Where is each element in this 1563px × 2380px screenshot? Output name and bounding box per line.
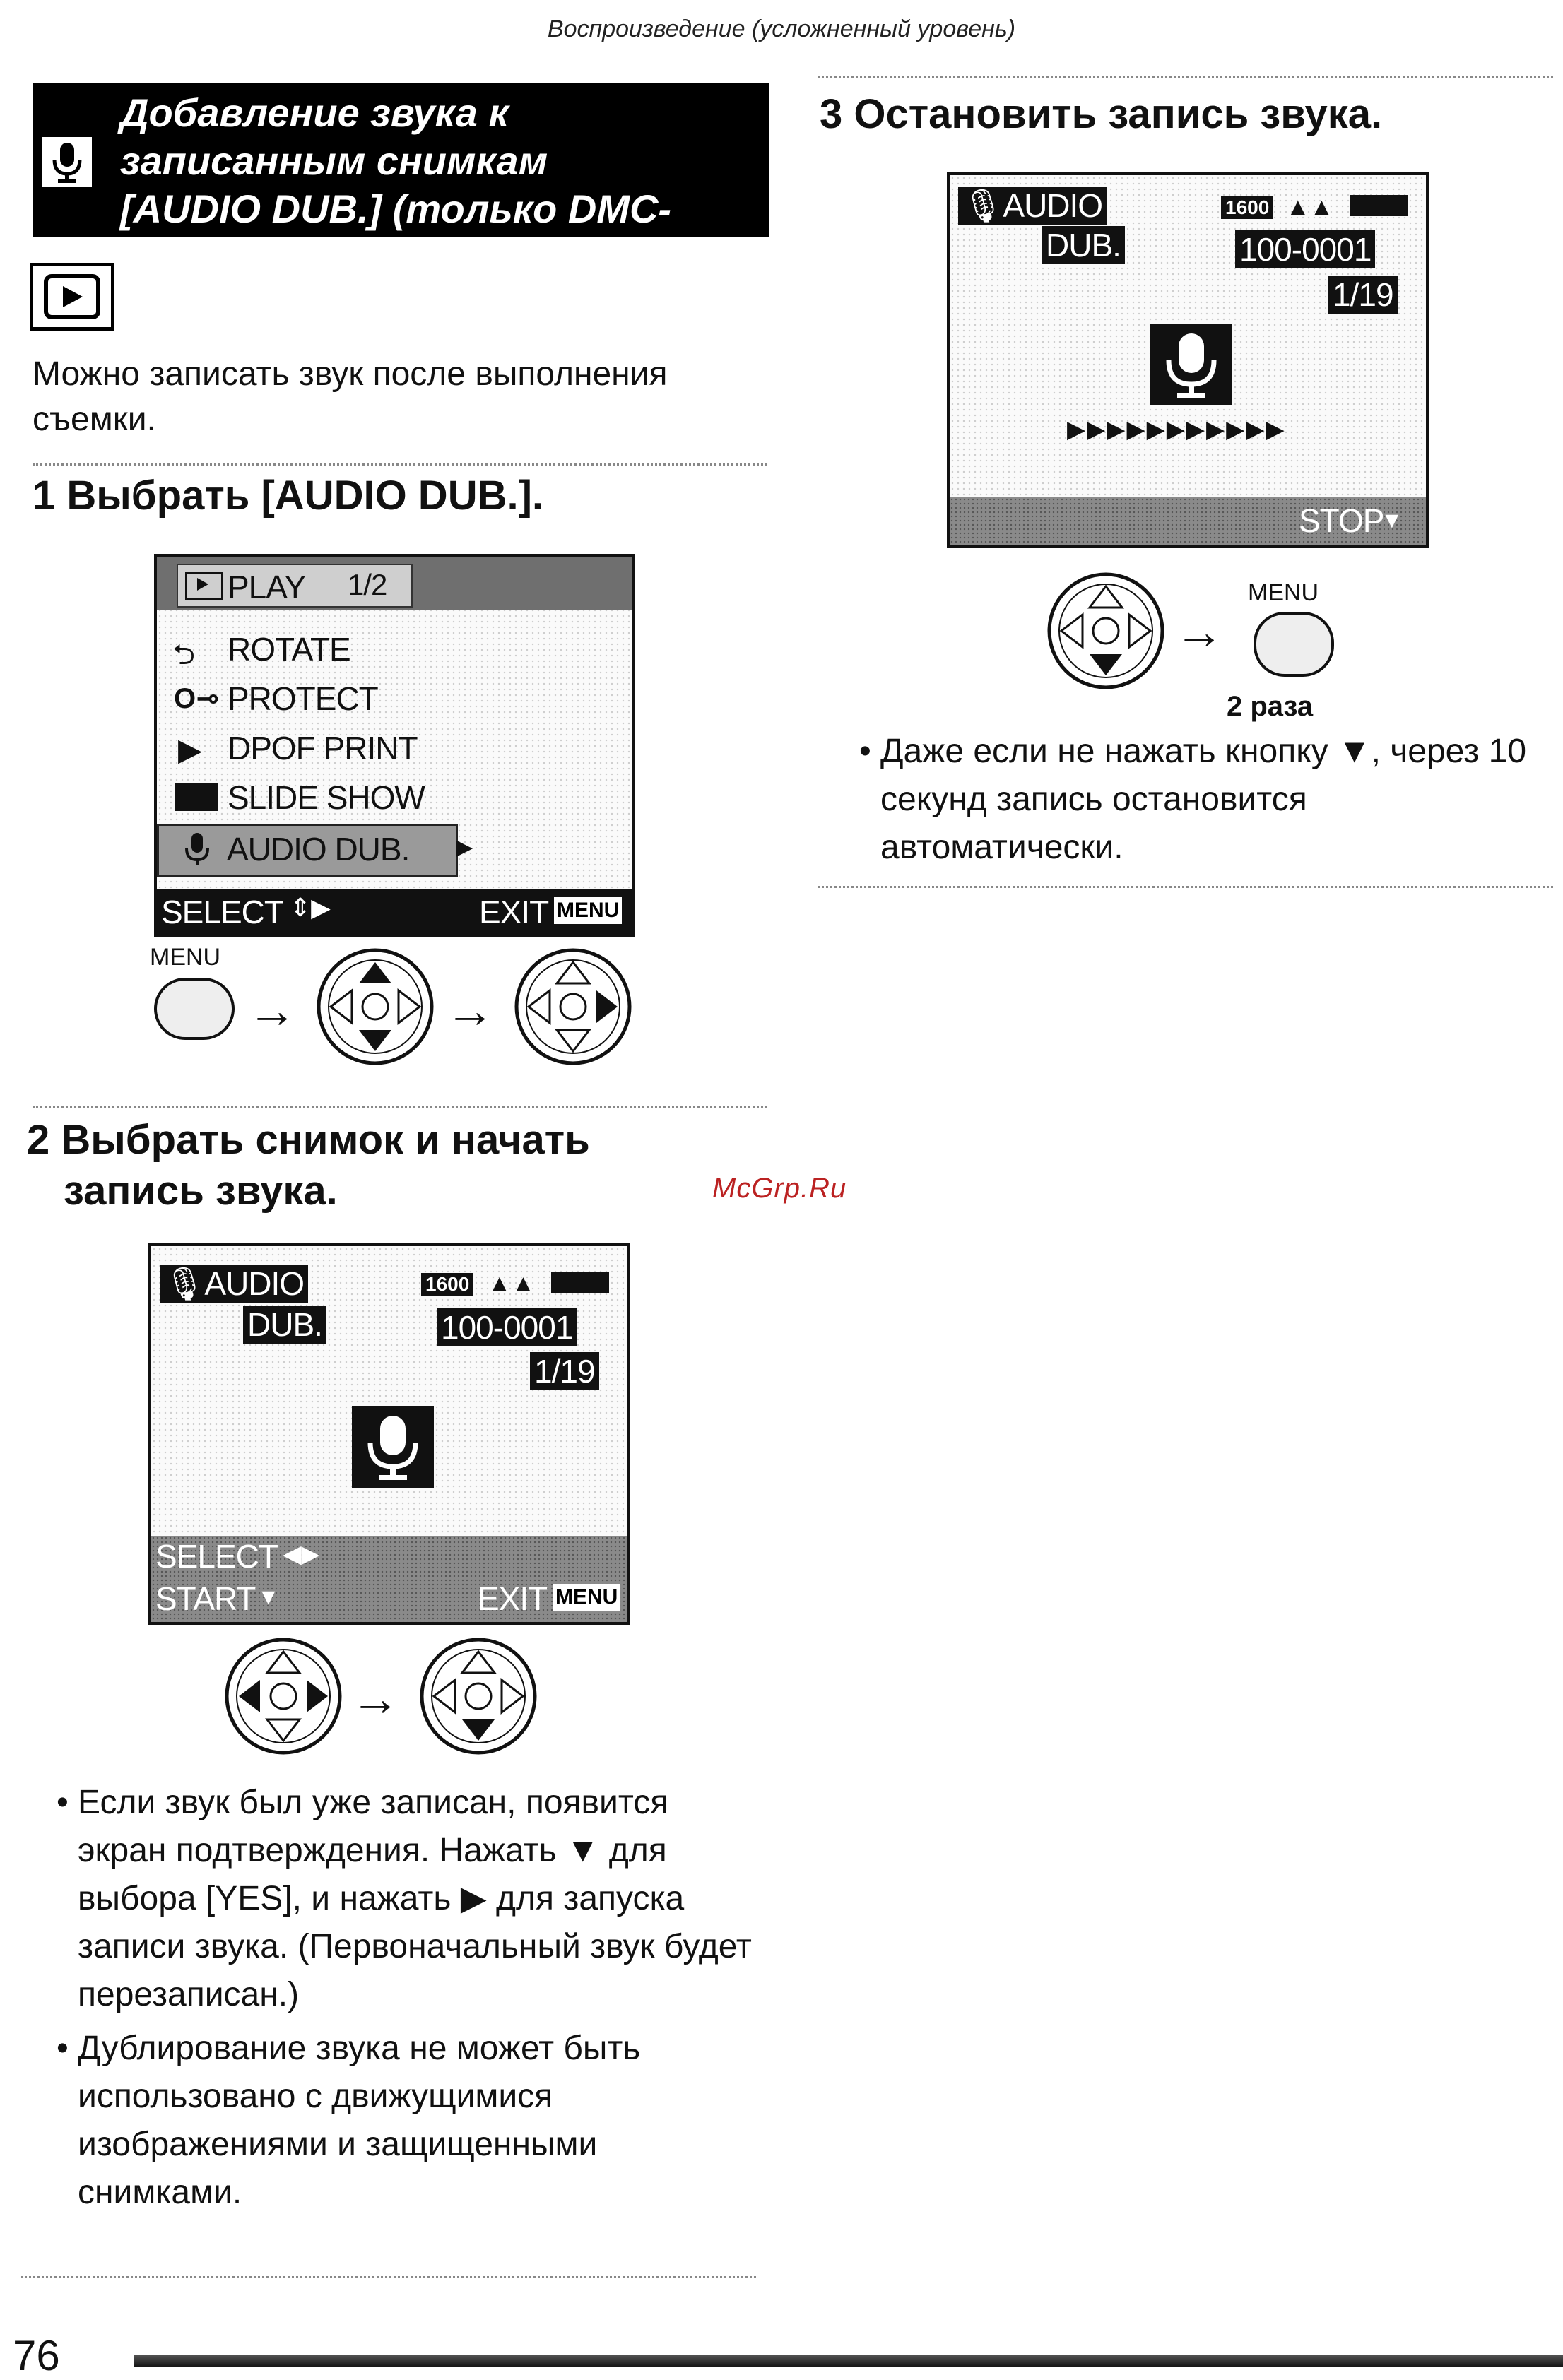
footer-start: START xyxy=(155,1580,256,1617)
title-line: записанным снимкам xyxy=(120,138,548,183)
menu-item-label: AUDIO DUB. xyxy=(227,831,410,868)
divider xyxy=(818,886,1553,888)
footer-select: SELECT xyxy=(155,1538,278,1575)
step-text: Остановить запись звука. xyxy=(854,91,1383,137)
note-text: Если звук был уже записан, появится экран подтверждения. Нажать ▼ для выбора [YES], и нажать ▶ для запуска записи звука. (Первоначальный звук будет перезаписан.) xyxy=(78,1784,752,2013)
submenu-arrow-icon: ▶ xyxy=(456,836,473,859)
note-item: • Даже если не нажать кнопку ▼, через 10 секунд запись остановится автоматически. xyxy=(859,733,1527,866)
menu-footer xyxy=(157,889,632,934)
mode-label: 🎙AUDIO xyxy=(160,1265,308,1303)
dpad-down[interactable] xyxy=(1046,571,1166,694)
mode-line: AUDIO xyxy=(1003,187,1103,224)
recording-progress: ▶▶▶▶▶▶▶▶▶▶▶ xyxy=(1067,416,1286,443)
image-count: 1/19 xyxy=(1328,276,1398,314)
page-number: 76 xyxy=(13,2332,60,2379)
menu-item-rotate[interactable] xyxy=(172,630,568,670)
folder-number: 100-0001 xyxy=(1235,230,1375,268)
down-arrow-icon: ▼ xyxy=(257,1584,280,1609)
dpad-up-down[interactable] xyxy=(315,947,435,1070)
menu-item-slide-show[interactable] xyxy=(172,778,568,818)
step-number: 1 xyxy=(33,473,56,519)
page-header: Воспроизведение (усложненный уровень) xyxy=(547,16,1016,42)
title-line: Добавление звука к xyxy=(120,90,509,135)
title-line: [AUDIO DUB.] (только DMC-FX7) xyxy=(120,187,672,279)
battery-icon xyxy=(551,1272,609,1293)
step-1-heading xyxy=(33,470,543,521)
microphone-icon xyxy=(183,831,211,872)
section-title-box xyxy=(33,83,769,279)
quality-icon: ▲▲ xyxy=(1286,194,1334,220)
arrow-icon: → xyxy=(247,983,297,1038)
arrow-icon: → xyxy=(350,1671,400,1726)
screen-footer xyxy=(151,1536,627,1622)
press-count: 2 раза xyxy=(1227,691,1314,722)
note-text: Дублирование звука не может быть использовано с движущимися изображениями и защищенными снимками. xyxy=(78,2030,641,2211)
step-2-notes xyxy=(57,1779,763,2217)
note-text: Даже если не нажать кнопку ▼, через 10 секунд запись остановится автоматически. xyxy=(880,733,1527,866)
divider xyxy=(21,2276,756,2278)
footer-stop: STOP xyxy=(1299,502,1384,539)
intro-text: Можно записать звук после выполнения съемки. xyxy=(33,355,668,438)
section-title xyxy=(120,89,756,281)
image-count: 1/19 xyxy=(530,1352,599,1390)
footer-bar xyxy=(134,2355,1563,2367)
step-text: Выбрать [AUDIO DUB.]. xyxy=(66,473,544,519)
menu-button[interactable] xyxy=(1254,612,1334,677)
menu-item-label: PROTECT xyxy=(228,680,378,717)
mode-label: 🎙AUDIO xyxy=(958,187,1107,225)
resolution: 1600 xyxy=(421,1273,473,1296)
menu-badge: MENU xyxy=(554,897,622,924)
note-item: • Если звук был уже записан, появится экран подтверждения. Нажать ▼ для выбора [YES], и нажать ▶ для запуска записи звука. (Первоначальный звук будет перезаписан.) xyxy=(57,1784,752,2013)
watermark: McGrp.Ru xyxy=(712,1173,847,1204)
slideshow-icon xyxy=(175,783,218,811)
menu-button-label: MENU xyxy=(150,944,221,971)
menu-item-label: SLIDE SHOW xyxy=(228,779,425,816)
screen-footer xyxy=(950,497,1426,545)
key-icon: O⊸ xyxy=(174,683,220,714)
camera-menu-screen xyxy=(154,554,635,937)
footer-exit: EXIT xyxy=(479,894,549,930)
select-arrows-icon: ⇕▶ xyxy=(290,893,331,922)
step-number: 3 xyxy=(820,91,843,137)
step-3-heading xyxy=(820,89,1382,140)
mode-line: DUB. xyxy=(1042,226,1125,264)
dpad-left-right[interactable] xyxy=(223,1636,343,1760)
footer-exit: EXIT xyxy=(478,1580,548,1617)
menu-badge: MENU xyxy=(553,1584,620,1611)
menu-button-label: MENU xyxy=(1248,579,1319,606)
divider xyxy=(33,463,767,466)
quality-icon: ▲▲ xyxy=(488,1270,536,1297)
tab-label: PLAY xyxy=(228,569,306,605)
arrow-icon: → xyxy=(445,983,495,1038)
menu-button[interactable] xyxy=(154,978,235,1040)
audio-recording-screen xyxy=(947,172,1429,548)
play-icon xyxy=(185,572,223,600)
down-arrow-icon: ▼ xyxy=(1381,507,1403,533)
tab-play[interactable] xyxy=(177,564,413,608)
menu-item-audio-dub[interactable] xyxy=(157,824,458,877)
step-3-notes xyxy=(859,728,1552,872)
step-text: запись звука. xyxy=(64,1168,338,1214)
menu-item-label: DPOF PRINT xyxy=(228,730,418,766)
audio-dub-screen xyxy=(148,1243,630,1625)
microphone-icon xyxy=(42,137,92,187)
step-text: Выбрать снимок и начать xyxy=(61,1117,590,1163)
rotate-icon: ⮌ xyxy=(172,639,196,670)
microphone-icon xyxy=(1150,324,1232,405)
mode-line: DUB. xyxy=(243,1306,326,1344)
menu-item-label: ROTATE xyxy=(228,631,350,668)
note-item: • Дублирование звука не может быть использовано с движущимися изображениями и защищенными снимками. xyxy=(57,2030,641,2211)
divider xyxy=(818,76,1553,78)
page-indicator: 1/2 xyxy=(348,568,387,601)
playback-mode-icon xyxy=(30,263,114,331)
arrow-icon: → xyxy=(1174,604,1224,659)
battery-icon xyxy=(1350,195,1408,216)
dpad-down[interactable] xyxy=(418,1636,538,1760)
folder-number: 100-0001 xyxy=(437,1308,577,1346)
footer-select: SELECT xyxy=(161,894,283,930)
step-2-heading xyxy=(27,1115,590,1216)
mode-line: AUDIO xyxy=(204,1265,305,1302)
divider xyxy=(33,1106,767,1108)
left-right-arrows-icon: ◀▶ xyxy=(283,1541,320,1568)
menu-item-protect[interactable] xyxy=(172,680,568,719)
dpof-icon: ▶ xyxy=(178,733,202,767)
menu-item-dpof-print[interactable] xyxy=(172,729,568,769)
dpad-right[interactable] xyxy=(513,947,633,1070)
resolution: 1600 xyxy=(1221,196,1273,219)
step-number: 2 xyxy=(27,1117,50,1163)
microphone-icon xyxy=(352,1406,434,1488)
